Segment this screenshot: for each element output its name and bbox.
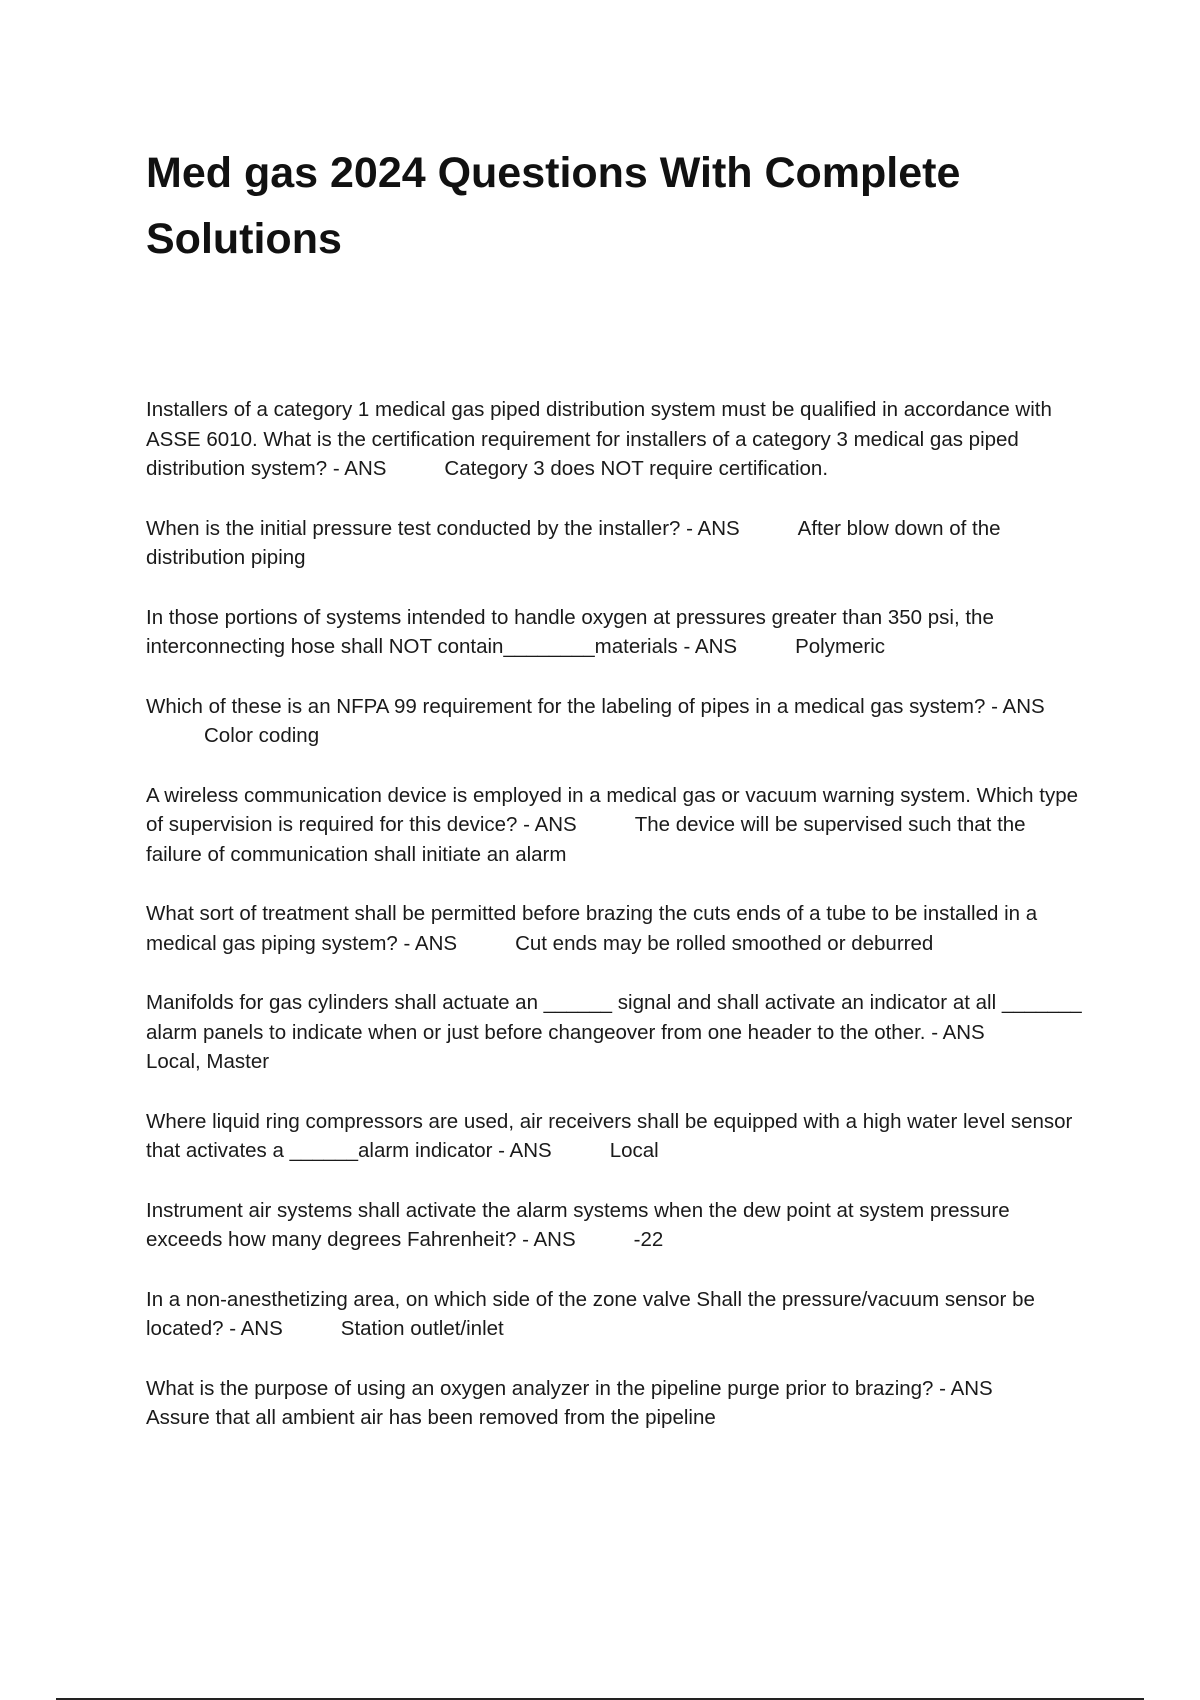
question-text: When is the initial pressure test conducted by the installer?	[146, 516, 681, 540]
answer-text: Station outlet/inlet	[340, 1317, 504, 1340]
answer-marker: - ANS	[523, 813, 577, 836]
question-text: Where liquid ring compressors are used, air receivers shall be equipped with a high water level sensor that activates a ______alarm indicator	[146, 1109, 1073, 1162]
question-text: What is the purpose of using an oxygen analyzer in the pipeline purge prior to brazing?	[146, 1376, 934, 1400]
question-text: Manifolds for gas cylinders shall actuate an ______ signal and shall activate an indicator at all _______ alarm panels to indicate when or just before changeover from one header to the other.	[146, 991, 1082, 1044]
qa-item	[146, 395, 1086, 484]
answer-text: -22	[633, 1228, 664, 1251]
answer-marker: - ANS	[498, 1139, 552, 1162]
answer-text: Color coding	[204, 724, 320, 747]
qa-item	[146, 514, 1086, 573]
qa-item	[146, 603, 1086, 662]
answer-marker: - ANS	[683, 635, 738, 658]
answer-text: The device will be supervised such that the failure of communication shall initiate an alarm	[146, 813, 1026, 866]
answer-marker: - ANS	[931, 1020, 985, 1044]
document-title: Med gas 2024 Questions With Complete Solutions	[146, 149, 961, 263]
answer-marker: - ANS	[991, 694, 1045, 718]
qa-item	[146, 692, 1086, 751]
question-text: Which of these is an NFPA 99 requirement for the labeling of pipes in a medical gas system?	[146, 694, 986, 718]
answer-marker: - ANS	[229, 1317, 283, 1340]
answer-text: Polymeric	[795, 635, 886, 658]
qa-item	[146, 1107, 1086, 1166]
answer-text: Cut ends may be rolled smoothed or deburred	[515, 931, 934, 955]
answer-text: Assure that all ambient air has been removed from the pipeline	[146, 1406, 716, 1429]
answer-marker: - ANS	[332, 457, 387, 480]
answer-text: Local	[609, 1139, 659, 1162]
qa-item	[146, 988, 1086, 1077]
answer-marker: - ANS	[939, 1376, 993, 1400]
qa-item	[146, 1196, 1086, 1255]
qa-item	[146, 781, 1086, 870]
answer-text: After blow down of the distribution piping	[146, 516, 1001, 569]
qa-item	[146, 1285, 1086, 1344]
answer-marker: - ANS	[403, 931, 458, 955]
question-text: Installers of a category 1 medical gas piped distribution system must be qualified in accordance with ASSE 6010. What is the certification requirement for installers of a category 3 medical gas piped distribution system?	[146, 398, 1052, 480]
question-text: A wireless communication device is employed in a medical gas or vacuum warning system. Which type of supervision is required for this device?	[146, 783, 1078, 836]
answer-text: Category 3 does NOT require certification.	[444, 457, 829, 480]
question-text: In a non-anesthetizing area, on which side of the zone valve Shall the pressure/vacuum sensor be located?	[146, 1287, 1035, 1340]
qa-list	[146, 395, 1086, 1463]
answer-marker: - ANS	[686, 516, 740, 540]
answer-text: Local, Master	[146, 1050, 270, 1073]
answer-marker: - ANS	[522, 1228, 576, 1251]
question-text: In those portions of systems intended to handle oxygen at pressures greater than 350 psi, the interconnecting hose shall NOT contain________materials	[146, 605, 994, 658]
question-text: Instrument air systems shall activate the alarm systems when the dew point at system pressure exceeds how many degrees Fahrenheit?	[146, 1198, 1010, 1251]
qa-item	[146, 899, 1086, 958]
qa-item	[146, 1374, 1086, 1433]
question-text: What sort of treatment shall be permitted before brazing the cuts ends of a tube to be installed in a medical gas piping system?	[146, 902, 1038, 955]
